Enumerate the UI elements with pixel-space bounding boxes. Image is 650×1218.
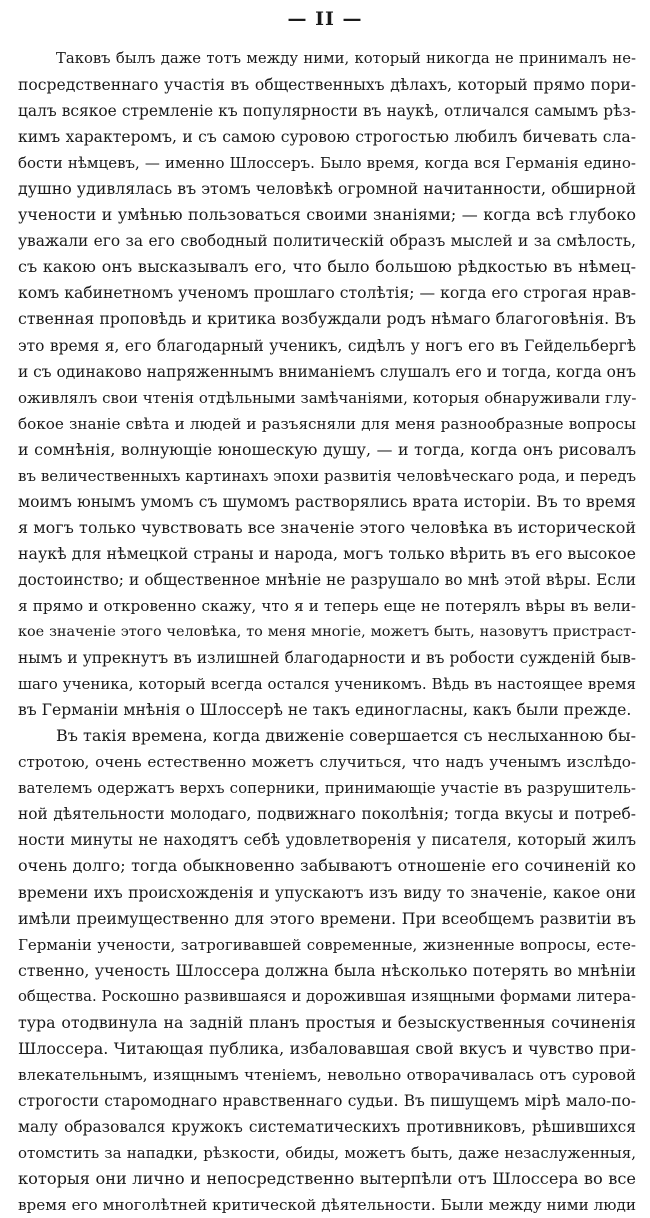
text-line: и сомнѣнія, волнующіе юношескую душу, — и тогда, когда онъ рисовалъ bbox=[18, 439, 636, 459]
text-line: шаго ученика, который всегда остался ученикомъ. Вѣдь въ настоящее время bbox=[18, 675, 636, 694]
text-line: ственная проповѣдь и критика возбуждали родъ нѣмагo благоговѣнія. Въ bbox=[18, 309, 636, 329]
text-line: уважали его за его свободный политическій образъ мыслей и за смѣлость, bbox=[18, 232, 636, 251]
text-line: душно удивлялась въ этомъ человѣкѣ огромной начитанности, обширной bbox=[18, 179, 636, 199]
text-line: достоинство; и общественное мнѣніе не разрушало во мнѣ этой вѣры. Если bbox=[18, 570, 636, 589]
text-line: оживлялъ свои чтенія отдѣльными замѣчаніями, которыя обнаруживали глу- bbox=[18, 388, 636, 407]
text-line: малу образовался кружокъ систематическихъ противниковъ, рѣшившихся bbox=[18, 1117, 636, 1136]
text-line: комъ кабинетномъ ученомъ прошлаго столѣтія; — когда его строгая нрав- bbox=[18, 284, 636, 303]
text-line: время его многолѣтней критической дѣятельности. Были между ними люди bbox=[18, 1196, 636, 1215]
text-line: имѣли преимущественно для этого времени. При всеобщемъ развитіи въ bbox=[18, 908, 636, 928]
text-line: ности минуты не находятъ себѣ удовлетворенія у писателя, который жилъ bbox=[18, 831, 636, 850]
text-line: моимъ юнымъ умомъ съ шумомъ растворялись врата исторіи. Въ то время bbox=[18, 492, 636, 511]
text-line: времени ихъ происхожденія и упускаютъ изъ виду то значеніе, какое они bbox=[18, 883, 636, 902]
text-line: очень долго; тогда обыкновенно забываютъ отношеніе его сочиненій ко bbox=[18, 856, 636, 876]
text-line: это время я, его благодарный ученикъ, сидѣлъ у ногъ его въ Гейдельбергѣ bbox=[18, 336, 636, 355]
text-line: я могъ только чувствовать все значеніе этого человѣка въ исторической bbox=[18, 517, 636, 537]
text-line: отомстить за нападки, рѣзкости, обиды, можетъ быть, даже незаслуженныя, bbox=[18, 1143, 636, 1162]
text-line: ной дѣятельности молодаго, подвижнаго поколѣнія; тогда вкусы и потреб- bbox=[18, 805, 636, 824]
text-line: въ величественныхъ картинахъ эпохи развитія человѣческаго рода, и передъ bbox=[18, 466, 636, 485]
text-line: съ какою онъ высказывалъ его, что было большою рѣдкостью въ нѣмец- bbox=[18, 257, 636, 277]
text-line: Таковъ былъ даже тотъ между ними, который никогда не принималъ не- bbox=[56, 50, 636, 67]
text-line: нымъ и упрекнутъ въ излишней благодарности и въ робости сужденій быв- bbox=[18, 649, 636, 668]
text-line: стротою, очень естественно можетъ случиться, что надъ ученымъ изслѣдо- bbox=[18, 753, 636, 772]
text-line: Шлоссера. Читающая публика, избаловавшая свой вкусъ и чувство при- bbox=[18, 1038, 636, 1058]
text-line: Въ такія времена, когда движеніе совершается съ неслыханною бы- bbox=[56, 726, 636, 746]
text-line: общества. Роскошно развившаяся и дорожившая изящными формами литера- bbox=[18, 987, 636, 1005]
text-line: посредственнаго участія въ общественныхъ дѣлахъ, который прямо пори- bbox=[18, 76, 636, 95]
text-line: бокое знаніе свѣта и людей и разъясняли для меня разнообразные вопросы bbox=[18, 414, 636, 433]
text-line: въ Германіи мнѣнія о Шлоссерѣ не такъ единогласны, какъ были прежде. bbox=[18, 701, 632, 720]
page-number: — II — bbox=[287, 8, 363, 30]
text-line: которыя они лично и непосредственно вытерпѣли отъ Шлоссера во все bbox=[18, 1169, 636, 1189]
text-line: наукѣ для нѣмецкой страны и народа, могъ только вѣрить въ его высокое bbox=[18, 543, 636, 563]
text-line: влекательнымъ, изящнымъ чтеніемъ, невольно отворачивалась отъ суровой bbox=[18, 1065, 636, 1084]
text-line: бости нѣмцевъ, — именно Шлоссеръ. Было время, когда вся Германія едино- bbox=[18, 154, 636, 173]
text-line: ственно, ученость Шлоссера должна была нѣсколько потерять во мнѣніи bbox=[18, 960, 636, 980]
text-line: учености и умѣнью пользоваться своими знаніями; — когда всѣ глубоко bbox=[18, 205, 636, 225]
text-line: цалъ всякое стремленіе къ популярности въ наукѣ, отличался самымъ рѣз- bbox=[18, 102, 636, 121]
text-line: тура отодвинула на задній планъ простыя и безыскуственныя сочиненія bbox=[18, 1012, 636, 1032]
text-line: кое значеніе этого человѣка, то меня многіе, можетъ быть, назовутъ пристраст- bbox=[18, 624, 636, 641]
text-line: я прямо и откровенно скажу, что я и теперь еще не потерялъ вѣры въ вели- bbox=[18, 596, 636, 615]
text-line: вателемъ одержатъ верхъ соперники, принимающіе участіе въ разрушитель- bbox=[18, 779, 636, 798]
text-line: кимъ характеромъ, и съ самою суровою строгостью любилъ бичевать сла- bbox=[18, 128, 636, 147]
text-line: строгости старомоднаго нравственнаго судьи. Въ пишущемъ мірѣ мало-по- bbox=[18, 1091, 636, 1110]
text-line: Германіи учености, затрогивавшей современные, жизненные вопросы, есте- bbox=[18, 935, 636, 954]
body-text bbox=[18, 46, 636, 1218]
text-line: и съ одинаково напряженнымъ вниманіемъ слушалъ его и тогда, когда онъ bbox=[18, 362, 636, 381]
